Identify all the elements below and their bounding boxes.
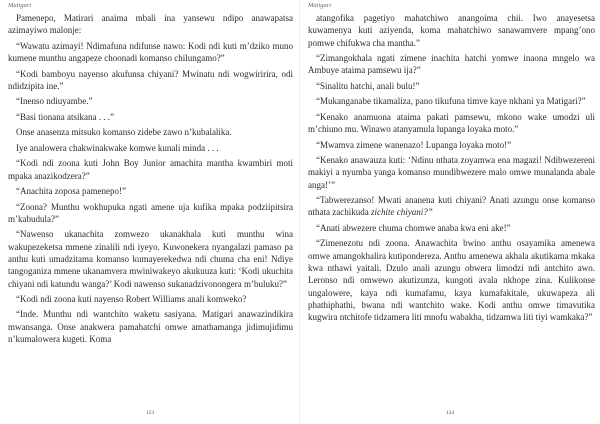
paragraph: “Inenso ndiuyambe.” <box>16 96 93 107</box>
paragraph: atangofika pagetiyo mahatchiwo anangoima chii. Iwo anayesetsa kuwamenya kuti aziyenda, koma mahatchiwo sanawamvere mpang’ono pomwe chifukwa cha mantha.” <box>308 13 595 48</box>
paragraph: “Inde. Munthu ndi wantchito waketu sasiyana. Matigari anawazindikira mwansanga. Onse anakwera pamahatchi omwe amathamanga jidimujidimu n’kumalowera kugeti. Koma <box>8 309 293 345</box>
paragraph: “Kodi bamboyu nayenso akufunsa chiyani? Mwinatu ndi wogwiririra, odi ndidzipita ine.” <box>8 68 293 91</box>
paragraph: “Kenako anamuona ataima pakati pamsewu, mkono wake umodzi uli m’chiuno mu. Winawo atanyamula lupanga loyaka moto.” <box>308 111 595 135</box>
paragraph: “Basi tionana atsikana . . .” <box>16 111 114 122</box>
paragraph: Iye analowera chakwinakwake komwe kunali minda . . . <box>16 142 219 153</box>
paragraph: “Mwamva zimene wanenazo! Lupanga loyaka moto!” <box>316 139 512 150</box>
paragraph: “Mukanganabe tikamaliza, pano tikufuna timve kaye nkhani ya Matigari?” <box>316 96 586 107</box>
paragraph: “Zimangokhala ngati zimene inachita hatchi yomwe inaona mngelo wa Ambuye ataima pamsewu ija?” <box>308 53 595 76</box>
page-number-left: 123 <box>145 410 155 416</box>
right-body-text <box>308 12 595 327</box>
paragraph: “Kodi ndi zoona kuti nayenso Robert Williams anali komweko? <box>16 294 247 304</box>
paragraph: “Zimenezotu ndi zoona. Anawachita bwino anthu osayamika amenewa omwe amangokhalira kutipondereza. Anthu amenewa akhala akutikama mkaka kwa nthawi yaitali. Dzulo anali azungu obwera limodzi ndi antchito awo. Leronso ndi omwewo akutizunza, kungoti avala nkhope zina. Kulikonse ungalowere, kaya ndi kumafamu, kaya kumafakitale, ukuwapeza ali phathiphathi, bwana ndi wantchito wake. Kodi anthu omwe timavutika kugwira ntchitofe tidzamera liti mnofu wabakha, tidzamwa liti tiyi wamkaka?” <box>308 238 595 323</box>
paragraph: “Kenako anawauza kuti: ‘Ndinu nthata zoyamwa ena magazi! Ndibwezereni makiyi a nyumba yanga komanso mundibwezere malo omwe munalanda abale anga!’” <box>308 155 595 190</box>
page-number-right: 124 <box>445 410 455 416</box>
paragraph: “Anati abwezere chuma chomwe anaba kwa eni ake!” <box>316 222 511 233</box>
paragraph: “Kodi ndi zoona kuti John Boy Junior amachita mantha kwambiri moti mpaka anazikodzera?” <box>8 158 293 181</box>
running-head-left: Matigari <box>8 2 32 9</box>
running-head-right: Matigari <box>308 2 332 9</box>
italic-fragment: zichite chiyani?” <box>370 207 433 218</box>
paragraph <box>308 194 595 219</box>
paragraph: “Zoona? Munthu wokhupuka ngati amene uja kufika mpaka podziipitsira m’kabudula?” <box>8 201 293 224</box>
left-body-text <box>8 12 293 349</box>
paragraph: “Wawatu azimayi! Ndimafuna ndifunse nawo: Kodi ndi kuti m’dziko muno kumene munthu angapeze choonadi komanso chilungamo?” <box>8 40 293 64</box>
paragraph-text: “Tabwerezanso! Mwati ananena kuti chiyani? Anati azungu onse komanso nthata zachikuda <box>308 195 595 218</box>
paragraph: “Nawenso ukanachita zomwezo ukanakhala kuti munthu wina wakupezeketsa mmene zinalili ndi iyeyo. Kuwonekera nyangalazi pamaso pa anthu kuti umadzitama komanso kumayerekedwa ndi chuma cha eni! Ndiye tangoganiza mmene ukanamvera mwiniwakeyo akukuuza kuti: ‘Kodi ukuchita chiyani ndi katundu wanga?’ Kodi nawenso sukanadzivonongera m’buluku?” <box>8 229 293 289</box>
paragraph: “Sinalitu hatchi, anali bulu!” <box>316 80 420 91</box>
paragraph: “Anachita zoposa pamenepo!” <box>16 186 126 197</box>
paragraph: Onse anasenza mitsuko komanso zidebe zawo n’kubalalika. <box>16 127 232 138</box>
paragraph: Pamenepo, Matirari anaima mbali ina yansewu ndipo anawapatsa azimayiwo malonje: <box>8 13 293 36</box>
right-page <box>300 0 600 424</box>
